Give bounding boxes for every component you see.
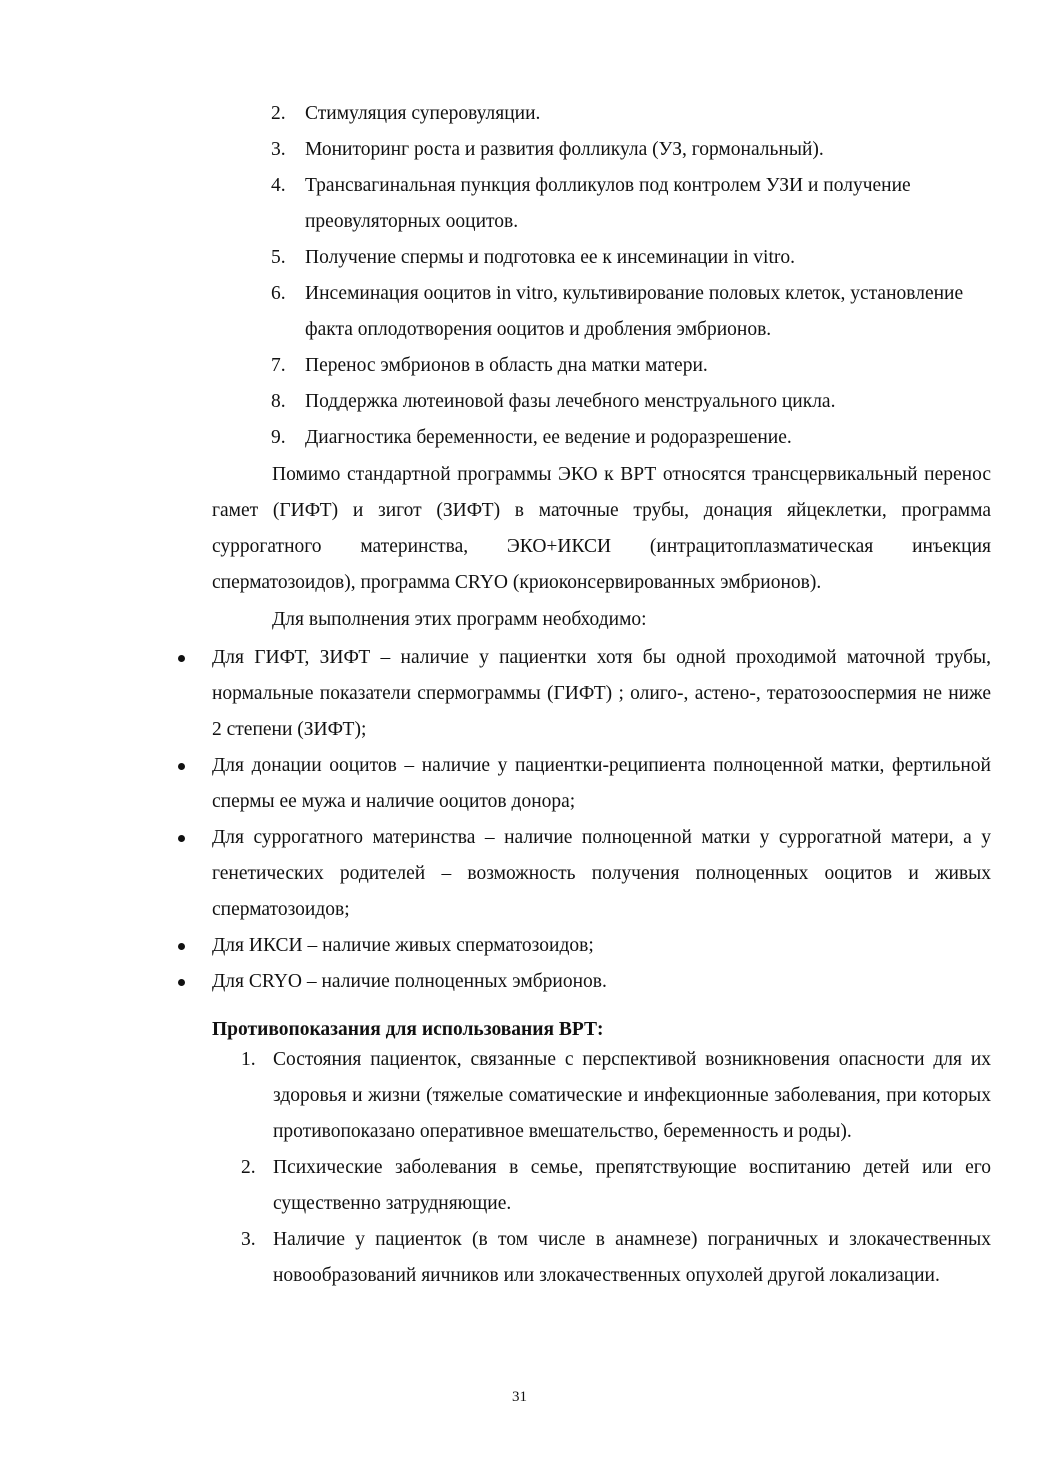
- item-text: Для суррогатного материнства – наличие полноценной матки у суррогатной матери, а у генетических родителей – возможность получения полноценных ооцитов и живых сперматозоидов;: [212, 827, 991, 920]
- list-item: [271, 420, 991, 456]
- programs-paragraph: [212, 457, 991, 601]
- item-number: 2.: [271, 103, 286, 124]
- item-text: Для донации ооцитов – наличие у пациентки-реципиента полноценной матки, фертильной спермы ее мужа и наличие ооцитов донора;: [212, 755, 991, 812]
- item-number: 6.: [271, 283, 286, 304]
- list-item: [212, 964, 991, 1000]
- bullet-icon: [178, 763, 185, 770]
- list-item: [212, 928, 991, 964]
- bullet-icon: [178, 943, 185, 950]
- item-text: Мониторинг роста и развития фолликула (УЗ, гормональный).: [305, 139, 824, 160]
- list-item: [271, 96, 991, 132]
- item-text: Перенос эмбрионов в область дна матки матери.: [305, 355, 708, 376]
- paragraph-text: Помимо стандартной программы ЭКО к ВРТ относятся трансцервикальный перенос гамет (ГИФТ) и зигот (ЗИФТ) в маточные трубы, донация яйцеклетки, программа суррогатного материнства, ЭКО+ИКСИ (интрацитоплазматическая инъекция сперматозоидов), программа CRYO (криоконсервированных эмбрионов).: [212, 464, 991, 593]
- list-item: [212, 748, 991, 820]
- requirements-intro: Для выполнения этих программ необходимо:: [272, 609, 647, 630]
- item-number: 1.: [241, 1049, 256, 1070]
- item-text: Наличие у пациенток (в том числе в анамнезе) пограничных и злокачественных новообразований яичников или злокачественных опухолей другой локализации.: [273, 1229, 991, 1286]
- bullet-icon: [178, 835, 185, 842]
- list-item: [212, 640, 991, 748]
- bullet-icon: [178, 655, 185, 662]
- list-item: [212, 820, 991, 928]
- page-number: 31: [512, 1389, 527, 1405]
- item-number: 3.: [241, 1229, 256, 1250]
- list-item: [271, 348, 991, 384]
- item-text: Поддержка лютеиновой фазы лечебного менструального цикла.: [305, 391, 836, 412]
- section-heading: Противопоказания для использования ВРТ:: [212, 1019, 604, 1040]
- list-item: [241, 1042, 991, 1150]
- list-item: [241, 1222, 991, 1294]
- item-text: Для ГИФТ, ЗИФТ – наличие у пациентки хотя бы одной проходимой маточной трубы, нормальные показатели спермограммы (ГИФТ) ; олиго-, астено-, тератозооспермия не ниже 2 степени (ЗИФТ);: [212, 647, 991, 740]
- item-text: Для CRYO – наличие полноценных эмбрионов.: [212, 971, 607, 992]
- bullet-icon: [178, 979, 185, 986]
- item-text: Инсеминация ооцитов in vitro, культивирование половых клеток, установление факта оплодотворения ооцитов и дробления эмбрионов.: [305, 283, 964, 340]
- item-text: Диагностика беременности, ее ведение и родоразрешение.: [305, 427, 792, 448]
- list-item: [271, 384, 991, 420]
- item-number: 9.: [271, 427, 286, 448]
- item-text: Стимуляция суперовуляции.: [305, 103, 541, 124]
- requirements-list: [212, 640, 991, 1000]
- list-item: [271, 132, 991, 168]
- item-text: Психические заболевания в семье, препятствующие воспитанию детей или его существенно затрудняющие.: [273, 1157, 991, 1214]
- list-item: [271, 240, 991, 276]
- procedure-steps-list: [271, 96, 991, 456]
- list-item: [241, 1150, 991, 1222]
- item-text: Для ИКСИ – наличие живых сперматозоидов;: [212, 935, 594, 956]
- list-item: [271, 168, 991, 240]
- item-number: 4.: [271, 175, 286, 196]
- list-item: [271, 276, 991, 348]
- contraindications-list: [241, 1042, 991, 1294]
- item-number: 5.: [271, 247, 286, 268]
- item-text: Состояния пациенток, связанные с перспективой возникновения опасности для их здоровья и жизни (тяжелые соматические и инфекционные заболевания, при которых противопоказано оперативное вмешательство, беременность и роды).: [273, 1049, 991, 1142]
- item-number: 2.: [241, 1157, 256, 1178]
- item-number: 7.: [271, 355, 286, 376]
- item-number: 8.: [271, 391, 286, 412]
- item-number: 3.: [271, 139, 286, 160]
- item-text: Получение спермы и подготовка ее к инсеминации in vitro.: [305, 247, 795, 268]
- item-text: Трансвагинальная пункция фолликулов под контролем УЗИ и получение преовуляторных ооцитов.: [305, 175, 911, 232]
